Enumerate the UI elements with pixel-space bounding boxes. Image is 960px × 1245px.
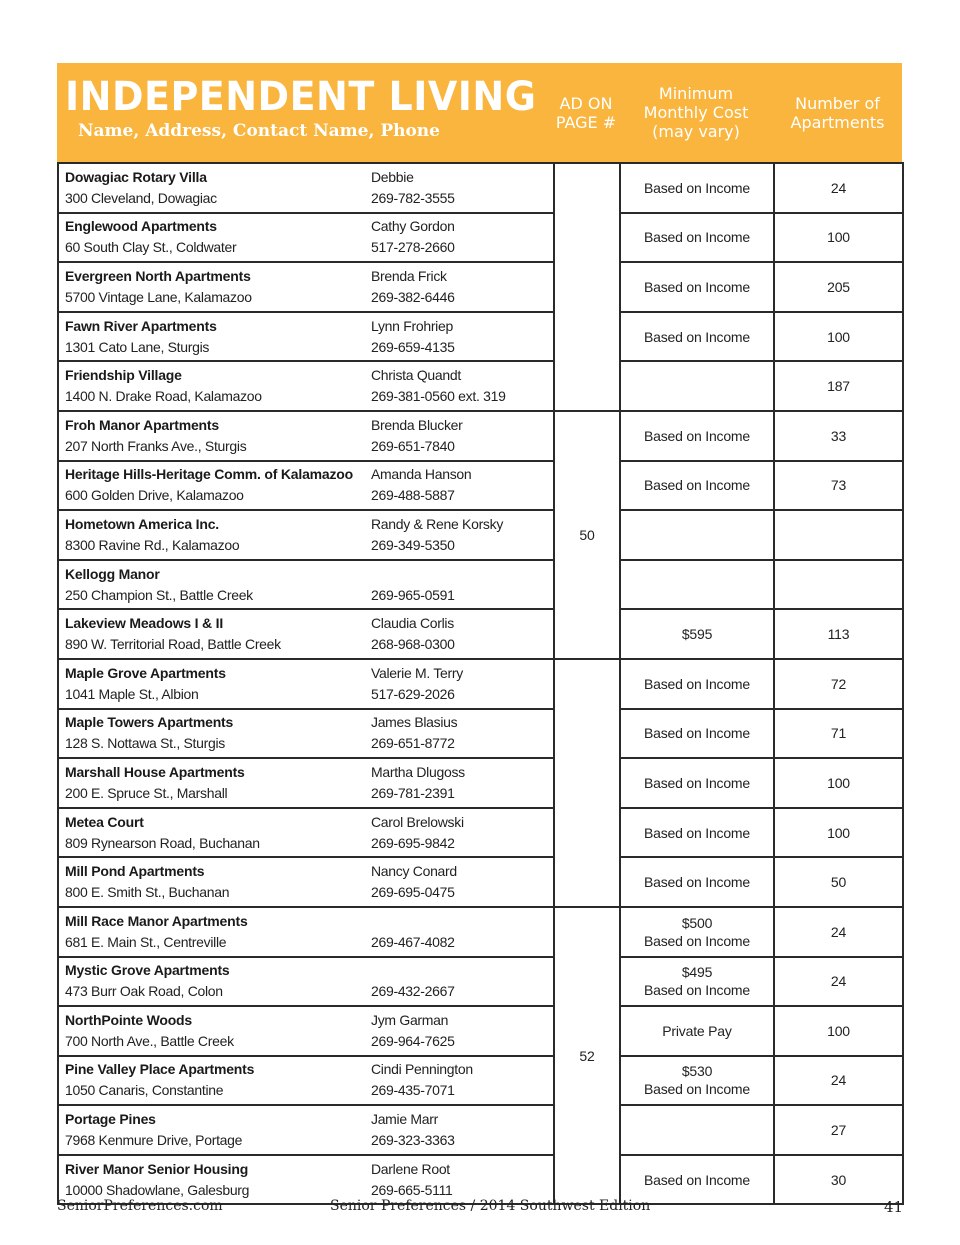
listing-address: 128 S. Nottawa St., Sturgis: [65, 735, 225, 752]
contact-name: Nancy Conard: [371, 863, 457, 880]
monthly-cost-value: Based on Income: [644, 229, 750, 246]
listing-info-cell: [58, 808, 554, 858]
listing-name: Evergreen North Apartments: [65, 267, 251, 284]
listing-info-cell: [58, 213, 554, 263]
listing-address: 600 Golden Drive, Kalamazoo: [65, 487, 244, 504]
apartment-count-cell: [774, 213, 903, 263]
contact-phone: 269-467-4082: [371, 933, 455, 950]
listing-info-cell: [58, 758, 554, 808]
listing-address: 200 E. Spruce St., Marshall: [65, 784, 228, 801]
section-title: INDEPENDENT LIVING: [65, 73, 537, 120]
monthly-cost-value: Private Pay: [662, 1022, 732, 1039]
contact-phone: 268-968-0300: [371, 636, 455, 653]
contact-phone: 269-435-7071: [371, 1082, 455, 1099]
contact-phone: 269-323-3363: [371, 1132, 455, 1149]
column-header-cost-line3: (may vary): [652, 122, 740, 141]
apartment-count-cell: [774, 907, 903, 957]
listing-name: Friendship Village: [65, 367, 182, 384]
listing-info-cell: [58, 510, 554, 560]
listing-address: 1400 N. Drake Road, Kalamazoo: [65, 388, 262, 405]
page-number: 41: [884, 1198, 904, 1216]
monthly-cost-cell: [620, 461, 774, 511]
monthly-cost-cell: [620, 560, 774, 610]
apartment-count-cell: [774, 312, 903, 362]
listing-name: Pine Valley Place Apartments: [65, 1061, 255, 1078]
contact-name: Brenda Frick: [371, 267, 447, 284]
ad-page-cell: [554, 411, 620, 659]
monthly-cost-cell: [620, 1105, 774, 1155]
contact-phone: 269-964-7625: [371, 1032, 455, 1049]
monthly-cost-value: Based on Income: [644, 982, 750, 999]
ad-page-cell: [554, 907, 620, 1205]
contact-phone: 269-651-7840: [371, 437, 455, 454]
footer-edition: Senior Preferences / 2014 Southwest Edition: [330, 1198, 651, 1214]
footer-website: SeniorPreferences.com: [57, 1198, 223, 1214]
listings-table: [57, 162, 904, 1205]
table-row: [58, 659, 903, 709]
table-row: [58, 163, 903, 213]
listing-info-cell: [58, 857, 554, 907]
listing-name: Froh Manor Apartments: [65, 416, 219, 433]
apartment-count: 205: [827, 278, 850, 295]
listing-address: 1050 Canaris, Constantine: [65, 1082, 224, 1099]
contact-phone: 269-781-2391: [371, 784, 455, 801]
monthly-cost-value: $595: [681, 626, 713, 643]
contact-name: Claudia Corlis: [371, 615, 454, 632]
apartment-count: 71: [830, 725, 847, 742]
section-header: [57, 63, 902, 162]
listing-info-cell: [58, 709, 554, 759]
table-row: [58, 957, 903, 1007]
apartment-count: 27: [830, 1122, 847, 1139]
monthly-cost-cell: [620, 1056, 774, 1106]
contact-phone: 269-695-9842: [371, 834, 455, 851]
contact-name: James Blasius: [371, 714, 458, 731]
ad-page-number: 52: [579, 1047, 595, 1064]
listing-info-cell: [58, 361, 554, 411]
listing-name: Fawn River Apartments: [65, 317, 217, 334]
listing-name: Kellogg Manor: [65, 565, 160, 582]
listing-address: 800 E. Smith St., Buchanan: [65, 884, 230, 901]
apartment-count-cell: [774, 361, 903, 411]
contact-name: Amanda Hanson: [371, 466, 472, 483]
contact-phone: 269-488-5887: [371, 487, 455, 504]
listing-info-cell: [58, 163, 554, 213]
listing-address: 250 Champion St., Battle Creek: [65, 586, 253, 603]
monthly-cost-value: Based on Income: [644, 477, 750, 494]
monthly-cost-value: Based on Income: [644, 932, 750, 949]
column-header-ad-line2: PAGE #: [555, 112, 617, 132]
ad-page-number: 50: [579, 526, 595, 543]
apartment-count-cell: [774, 709, 903, 759]
monthly-cost-cell: [620, 609, 774, 659]
listings-body: [58, 163, 903, 1204]
apartment-count-cell: [774, 609, 903, 659]
listing-info-cell: [58, 411, 554, 461]
monthly-cost-value: Based on Income: [644, 774, 750, 791]
table-row: [58, 262, 903, 312]
listing-address: 890 W. Territorial Road, Battle Creek: [65, 636, 281, 653]
contact-phone: 269-965-0591: [371, 586, 455, 603]
monthly-cost-value: Based on Income: [644, 874, 750, 891]
apartment-count-cell: [774, 411, 903, 461]
monthly-cost-cell: [620, 857, 774, 907]
monthly-cost-cell: [620, 163, 774, 213]
apartment-count: 24: [830, 973, 847, 990]
listing-name: Marshall House Apartments: [65, 763, 245, 780]
table-row: [58, 808, 903, 858]
listing-info-cell: [58, 957, 554, 1007]
monthly-cost-cell: [620, 758, 774, 808]
apartment-count: 24: [830, 179, 847, 196]
monthly-cost-cell: [620, 361, 774, 411]
contact-name: Valerie M. Terry: [371, 664, 463, 681]
listing-name: Lakeview Meadows I & II: [65, 615, 224, 632]
listing-name: Maple Grove Apartments: [65, 664, 226, 681]
listing-name: Heritage Hills-Heritage Comm. of Kalamazoo: [65, 466, 353, 483]
column-header-cost-line2: Monthly Cost: [643, 103, 749, 122]
apartment-count: 113: [827, 626, 850, 643]
column-header-num-line2: Apartments: [790, 112, 885, 132]
column-header-ad-line1: AD ON: [559, 93, 613, 113]
apartment-count-cell: [774, 659, 903, 709]
contact-name: Lynn Frohriep: [371, 317, 453, 334]
apartment-count: 24: [830, 1072, 847, 1089]
listing-name: NorthPointe Woods: [65, 1011, 192, 1028]
monthly-cost-value: Based on Income: [644, 1171, 750, 1188]
contact-phone: 269-695-0475: [371, 884, 455, 901]
listing-address: 5700 Vintage Lane, Kalamazoo: [65, 288, 252, 305]
listing-info-cell: [58, 461, 554, 511]
listing-address: 681 E. Main St., Centreville: [65, 933, 227, 950]
contact-phone: 269-382-6446: [371, 288, 455, 305]
section-subtitle: Name, Address, Contact Name, Phone: [78, 121, 440, 141]
contact-name: Cindi Pennington: [371, 1061, 473, 1078]
listing-address: 1041 Maple St., Albion: [65, 685, 199, 702]
contact-phone: 269-665-5111: [371, 1181, 453, 1198]
table-row: [58, 857, 903, 907]
apartment-count: 100: [827, 328, 850, 345]
column-header-monthly-cost: [619, 63, 773, 162]
listing-name: Mill Pond Apartments: [65, 863, 205, 880]
apartment-count-cell: [774, 510, 903, 560]
monthly-cost-cell: [620, 213, 774, 263]
listing-info-cell: [58, 609, 554, 659]
monthly-cost-cell: [620, 262, 774, 312]
apartment-count-cell: [774, 957, 903, 1007]
column-header-cost-line1: Minimum: [658, 84, 734, 103]
column-header-num-line1: Number of: [795, 93, 880, 113]
apartment-count-cell: [774, 808, 903, 858]
listing-name: Englewood Apartments: [65, 218, 217, 235]
contact-phone: 269-432-2667: [371, 983, 455, 1000]
listing-address: 300 Cleveland, Dowagiac: [65, 189, 217, 206]
apartment-count: 50: [830, 874, 847, 891]
table-row: [58, 560, 903, 610]
apartment-count-cell: [774, 560, 903, 610]
monthly-cost-value: Based on Income: [644, 427, 750, 444]
table-row: [58, 411, 903, 461]
listing-address: 207 North Franks Ave., Sturgis: [65, 437, 247, 454]
contact-phone: 269-782-3555: [371, 189, 455, 206]
table-row: [58, 213, 903, 263]
listing-info-cell: [58, 312, 554, 362]
apartment-count: 100: [827, 824, 850, 841]
table-row: [58, 361, 903, 411]
monthly-cost-cell: [620, 957, 774, 1007]
apartment-count-cell: [774, 163, 903, 213]
listing-name: River Manor Senior Housing: [65, 1160, 249, 1177]
listing-address: 8300 Ravine Rd., Kalamazoo: [65, 536, 240, 553]
apartment-count: 73: [830, 477, 847, 494]
contact-name: Carol Brelowski: [371, 813, 464, 830]
contact-name: Martha Dlugoss: [371, 763, 465, 780]
apartment-count-cell: [774, 1006, 903, 1056]
table-row: [58, 1105, 903, 1155]
column-header-apartments: [773, 63, 902, 162]
apartment-count: 187: [827, 378, 850, 395]
table-row: [58, 609, 903, 659]
apartment-count: 72: [830, 675, 847, 692]
apartment-count-cell: [774, 857, 903, 907]
listing-info-cell: [58, 560, 554, 610]
ad-page-cell: [554, 163, 620, 411]
monthly-cost-cell: [620, 510, 774, 560]
listing-name: Maple Towers Apartments: [65, 714, 234, 731]
monthly-cost-cell: [620, 1006, 774, 1056]
monthly-cost-cell: [620, 907, 774, 957]
apartment-count: 100: [827, 229, 850, 246]
listing-address: 10000 Shadowlane, Galesburg: [65, 1181, 250, 1198]
table-row: [58, 907, 903, 957]
monthly-cost-value: Based on Income: [644, 328, 750, 345]
apartment-count: 100: [827, 1022, 850, 1039]
listing-address: 60 South Clay St., Coldwater: [65, 239, 237, 256]
contact-phone: 269-381-0560 ext. 319: [371, 388, 506, 405]
contact-name: Randy & Rene Korsky: [371, 515, 504, 532]
contact-name: Jamie Marr: [371, 1111, 439, 1128]
table-row: [58, 461, 903, 511]
apartment-count-cell: [774, 1105, 903, 1155]
monthly-cost-value: Based on Income: [644, 179, 750, 196]
table-row: [58, 709, 903, 759]
listing-name: Hometown America Inc.: [65, 515, 219, 532]
listing-info-cell: [58, 1006, 554, 1056]
listing-address: 7968 Kenmure Drive, Portage: [65, 1132, 243, 1149]
column-header-ad-page: [553, 63, 619, 162]
monthly-cost-cell: [620, 411, 774, 461]
monthly-cost-value: Based on Income: [644, 725, 750, 742]
listing-name: Mystic Grove Apartments: [65, 962, 230, 979]
listing-address: 700 North Ave., Battle Creek: [65, 1032, 234, 1049]
apartment-count-cell: [774, 1056, 903, 1106]
apartment-count-cell: [774, 758, 903, 808]
monthly-cost-cell: [620, 312, 774, 362]
listing-address: 809 Rynearson Road, Buchanan: [65, 834, 260, 851]
listing-address: 473 Burr Oak Road, Colon: [65, 983, 223, 1000]
contact-phone: 269-659-4135: [371, 338, 455, 355]
monthly-cost-value: $530: [681, 1063, 713, 1080]
monthly-cost-value: Based on Income: [644, 675, 750, 692]
contact-name: Christa Quandt: [371, 367, 461, 384]
contact-name: Jym Garman: [371, 1011, 449, 1028]
apartment-count-cell: [774, 461, 903, 511]
table-row: [58, 1006, 903, 1056]
listing-info-cell: [58, 659, 554, 709]
contact-phone: 517-629-2026: [371, 685, 455, 702]
monthly-cost-cell: [620, 709, 774, 759]
listing-info-cell: [58, 1105, 554, 1155]
listing-address: 1301 Cato Lane, Sturgis: [65, 338, 210, 355]
apartment-count: 100: [827, 774, 850, 791]
apartment-count: 33: [830, 427, 847, 444]
contact-name: Brenda Blucker: [371, 416, 463, 433]
table-row: [58, 1056, 903, 1106]
ad-page-cell: [554, 659, 620, 907]
table-row: [58, 510, 903, 560]
contact-phone: 269-651-8772: [371, 735, 455, 752]
contact-phone: 269-349-5350: [371, 536, 455, 553]
listing-info-cell: [58, 907, 554, 957]
monthly-cost-value: $500: [681, 914, 713, 931]
monthly-cost-cell: [620, 808, 774, 858]
listing-name: Mill Race Manor Apartments: [65, 912, 248, 929]
monthly-cost-value: Based on Income: [644, 824, 750, 841]
contact-name: Debbie: [371, 168, 414, 185]
listing-name: Dowagiac Rotary Villa: [65, 168, 207, 185]
contact-name: Darlene Root: [371, 1160, 450, 1177]
listing-name: Portage Pines: [65, 1111, 156, 1128]
apartment-count: 24: [830, 923, 847, 940]
apartment-count: 30: [830, 1171, 847, 1188]
contact-name: Cathy Gordon: [371, 218, 455, 235]
monthly-cost-value: Based on Income: [644, 278, 750, 295]
monthly-cost-cell: [620, 659, 774, 709]
table-row: [58, 312, 903, 362]
title-block: [57, 63, 553, 162]
monthly-cost-value: Based on Income: [644, 1081, 750, 1098]
table-row: [58, 758, 903, 808]
listing-info-cell: [58, 1056, 554, 1106]
contact-phone: 517-278-2660: [371, 239, 455, 256]
monthly-cost-value: $495: [681, 964, 713, 981]
listing-info-cell: [58, 262, 554, 312]
apartment-count-cell: [774, 262, 903, 312]
listing-name: Metea Court: [65, 813, 144, 830]
